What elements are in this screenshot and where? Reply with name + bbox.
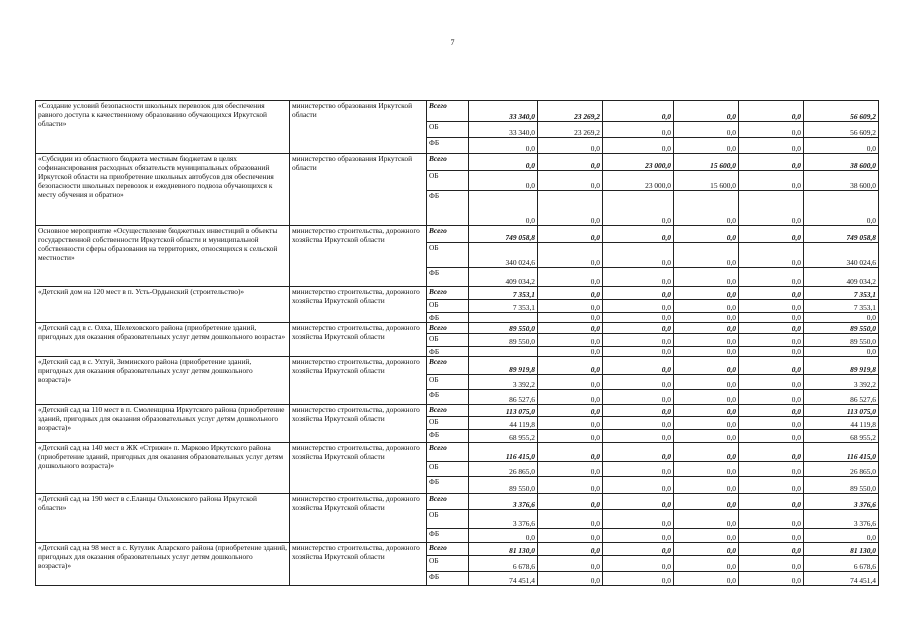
- record-total-row: [36, 357, 879, 375]
- year-value-cell: 0,0: [674, 375, 739, 390]
- year-value-cell: 0,0: [603, 300, 674, 313]
- year-value-cell: 0,0: [603, 287, 674, 300]
- funding-source: Всего: [427, 323, 469, 334]
- year-value-cell: 0,0: [739, 357, 804, 375]
- funding-source: ФБ: [427, 529, 469, 543]
- year-value-cell: 0,0: [538, 529, 603, 543]
- sum-total-cell: 409 034,2: [804, 268, 879, 287]
- year-value-cell: 0,0: [674, 357, 739, 375]
- sum-total-cell: 26 865,0: [804, 462, 879, 477]
- year-value-cell: 0,0: [603, 323, 674, 334]
- funding-source: Всего: [427, 443, 469, 462]
- record-total-row: [36, 287, 879, 300]
- year-value-cell: 0,0: [603, 417, 674, 430]
- sum-total-cell: 0,0: [804, 191, 879, 226]
- page-number: 7: [450, 38, 455, 47]
- year-value-cell: 0,0: [739, 226, 804, 243]
- year-value-cell: 0,0: [674, 191, 739, 226]
- sum-total-cell: 44 119,8: [804, 417, 879, 430]
- year-value-cell: 0,0: [674, 494, 739, 510]
- funding-source: Всего: [427, 226, 469, 243]
- year-value-cell: 0,0: [603, 494, 674, 510]
- year-value-cell: [469, 313, 538, 323]
- measure-description: «Детский сад в с. Ухтуй, Зиминского района (приобретение зданий, пригодных для оказания образовательных услуг детям дошкольного возраста)»: [36, 357, 290, 405]
- year-value-cell: 0,0: [538, 287, 603, 300]
- year-value-cell: 0,0: [739, 572, 804, 586]
- record-total-row: [36, 101, 879, 122]
- year-value-cell: 0,0: [674, 405, 739, 417]
- year-value-cell: 0,0: [739, 243, 804, 268]
- sum-total-cell: 89 550,0: [804, 477, 879, 494]
- sum-total-cell: 6 678,6: [804, 556, 879, 572]
- year-value-cell: 0,0: [674, 477, 739, 494]
- sum-total-cell: 749 058,8: [804, 226, 879, 243]
- year-value-cell: 0,0: [469, 191, 538, 226]
- year-value-cell: 0,0: [603, 510, 674, 529]
- year-value-cell: 0,0: [538, 543, 603, 556]
- year-value-cell: 44 119,8: [469, 417, 538, 430]
- funding-source: Всего: [427, 543, 469, 556]
- year-value-cell: 0,0: [674, 443, 739, 462]
- funding-source: ОБ: [427, 171, 469, 191]
- sum-total-cell: 74 451,4: [804, 572, 879, 586]
- year-value-cell: 0,0: [603, 390, 674, 405]
- sum-total-cell: 3 376,6: [804, 494, 879, 510]
- year-value-cell: 113 075,0: [469, 405, 538, 417]
- year-value-cell: 0,0: [674, 529, 739, 543]
- sum-total-cell: 81 130,0: [804, 543, 879, 556]
- year-value-cell: 0,0: [538, 430, 603, 443]
- funding-source: ФБ: [427, 268, 469, 287]
- year-value-cell: 0,0: [739, 138, 804, 154]
- year-value-cell: 0,0: [739, 300, 804, 313]
- year-value-cell: 0,0: [739, 477, 804, 494]
- year-value-cell: 0,0: [538, 556, 603, 572]
- year-value-cell: 0,0: [674, 122, 739, 138]
- measure-description: «Субсидии из областного бюджета местным бюджетам в целях софинансирования расходных обязательств муниципальных образований Иркутской области на приобретение школьных автобусов для обеспечения безопасности школьных перевозок и ежедневного подвоза обучающихся к месту обучения и обратно»: [36, 154, 290, 226]
- year-value-cell: 0,0: [538, 171, 603, 191]
- measure-description: «Создание условий безопасности школьных перевозок для обеспечения равного доступа к качественному образованию обучающихся Иркутской области»: [36, 101, 290, 154]
- year-value-cell: 0,0: [538, 226, 603, 243]
- year-value-cell: 6 678,6: [469, 556, 538, 572]
- year-value-cell: 0,0: [538, 462, 603, 477]
- responsible-executor: министерство строительства, дорожного хозяйства Иркутской области: [290, 323, 427, 357]
- funding-source: ФБ: [427, 313, 469, 323]
- year-value-cell: 0,0: [739, 529, 804, 543]
- year-value-cell: 0,0: [739, 462, 804, 477]
- record-total-row: [36, 405, 879, 417]
- record-total-row: [36, 494, 879, 510]
- year-value-cell: 81 130,0: [469, 543, 538, 556]
- year-value-cell: 0,0: [603, 543, 674, 556]
- responsible-executor: министерство строительства, дорожного хозяйства Иркутской области: [290, 357, 427, 405]
- year-value-cell: 0,0: [538, 191, 603, 226]
- year-value-cell: 0,0: [603, 313, 674, 323]
- year-value-cell: 0,0: [538, 510, 603, 529]
- funding-source: Всего: [427, 101, 469, 122]
- year-value-cell: 3 376,6: [469, 494, 538, 510]
- year-value-cell: 0,0: [538, 313, 603, 323]
- year-value-cell: 3 392,2: [469, 375, 538, 390]
- funding-source: ОБ: [427, 122, 469, 138]
- funding-source: ФБ: [427, 347, 469, 357]
- year-value-cell: 89 550,0: [469, 477, 538, 494]
- year-value-cell: 0,0: [538, 268, 603, 287]
- funding-source: ОБ: [427, 375, 469, 390]
- year-value-cell: 0,0: [739, 287, 804, 300]
- sum-total-cell: 3 392,2: [804, 375, 879, 390]
- measure-description: «Детский сад на 98 мест в с. Кутулик Аларского района (приобретение зданий, пригодных для оказания образовательных услуг детям дошкольного возраста)»: [36, 543, 290, 586]
- funding-source: Всего: [427, 357, 469, 375]
- year-value-cell: 7 353,1: [469, 300, 538, 313]
- responsible-executor: министерство строительства, дорожного хозяйства Иркутской области: [290, 494, 427, 543]
- year-value-cell: 0,0: [469, 529, 538, 543]
- year-value-cell: 340 024,6: [469, 243, 538, 268]
- year-value-cell: 0,0: [674, 300, 739, 313]
- sum-total-cell: 0,0: [804, 529, 879, 543]
- year-value-cell: 0,0: [674, 390, 739, 405]
- funding-source: ОБ: [427, 334, 469, 347]
- year-value-cell: 0,0: [739, 171, 804, 191]
- year-value-cell: 0,0: [739, 443, 804, 462]
- year-value-cell: 749 058,8: [469, 226, 538, 243]
- sum-total-cell: 89 550,0: [804, 334, 879, 347]
- sum-total-cell: 56 609,2: [804, 122, 879, 138]
- year-value-cell: 0,0: [603, 347, 674, 357]
- year-value-cell: 116 415,0: [469, 443, 538, 462]
- year-value-cell: 33 340,0: [469, 101, 538, 122]
- year-value-cell: 0,0: [603, 191, 674, 226]
- year-value-cell: 15 600,0: [674, 154, 739, 171]
- year-value-cell: 0,0: [739, 430, 804, 443]
- sum-total-cell: 89 919,8: [804, 357, 879, 375]
- year-value-cell: 0,0: [674, 243, 739, 268]
- year-value-cell: 0,0: [538, 357, 603, 375]
- year-value-cell: 0,0: [469, 138, 538, 154]
- year-value-cell: 0,0: [538, 154, 603, 171]
- year-value-cell: 0,0: [603, 122, 674, 138]
- funding-source: ОБ: [427, 417, 469, 430]
- funding-source: ФБ: [427, 572, 469, 586]
- year-value-cell: 86 527,6: [469, 390, 538, 405]
- year-value-cell: 0,0: [739, 191, 804, 226]
- year-value-cell: 0,0: [538, 417, 603, 430]
- year-value-cell: 0,0: [739, 375, 804, 390]
- record-total-row: [36, 323, 879, 334]
- year-value-cell: 0,0: [538, 375, 603, 390]
- year-value-cell: 89 550,0: [469, 323, 538, 334]
- sum-total-cell: 0,0: [804, 347, 879, 357]
- funding-source: ОБ: [427, 300, 469, 313]
- year-value-cell: 0,0: [674, 430, 739, 443]
- year-value-cell: 0,0: [739, 417, 804, 430]
- funding-source: ФБ: [427, 477, 469, 494]
- record-total-row: [36, 226, 879, 243]
- sum-total-cell: 116 415,0: [804, 443, 879, 462]
- year-value-cell: 0,0: [538, 323, 603, 334]
- responsible-executor: министерство образования Иркутской области: [290, 101, 427, 154]
- year-value-cell: 0,0: [674, 323, 739, 334]
- year-value-cell: 0,0: [674, 572, 739, 586]
- year-value-cell: 0,0: [538, 443, 603, 462]
- year-value-cell: 7 353,1: [469, 287, 538, 300]
- year-value-cell: 0,0: [739, 543, 804, 556]
- year-value-cell: 0,0: [603, 375, 674, 390]
- year-value-cell: 0,0: [674, 268, 739, 287]
- record-total-row: [36, 543, 879, 556]
- funding-source: Всего: [427, 154, 469, 171]
- year-value-cell: 0,0: [603, 477, 674, 494]
- measure-description: Основное мероприятие «Осуществление бюджетных инвестиций в объекты государственной собственности Иркутской области и муниципальной собственности сферы образования на территориях, относящихся к сельской местности»: [36, 226, 290, 287]
- year-value-cell: 0,0: [739, 405, 804, 417]
- sum-total-cell: 0,0: [804, 313, 879, 323]
- funding-source: ОБ: [427, 462, 469, 477]
- year-value-cell: 0,0: [538, 405, 603, 417]
- year-value-cell: 0,0: [739, 510, 804, 529]
- funding-source: ФБ: [427, 430, 469, 443]
- year-value-cell: 0,0: [538, 347, 603, 357]
- sum-total-cell: 86 527,6: [804, 390, 879, 405]
- responsible-executor: министерство строительства, дорожного хозяйства Иркутской области: [290, 405, 427, 443]
- year-value-cell: 0,0: [739, 334, 804, 347]
- year-value-cell: 0,0: [603, 101, 674, 122]
- budget-table-body: [36, 101, 879, 586]
- year-value-cell: 0,0: [603, 572, 674, 586]
- year-value-cell: 0,0: [674, 334, 739, 347]
- sum-total-cell: 38 600,0: [804, 154, 879, 171]
- year-value-cell: 0,0: [538, 572, 603, 586]
- budget-table: [35, 100, 879, 586]
- funding-source: ФБ: [427, 390, 469, 405]
- year-value-cell: 0,0: [538, 390, 603, 405]
- funding-source: ОБ: [427, 510, 469, 529]
- year-value-cell: 0,0: [603, 138, 674, 154]
- year-value-cell: 0,0: [469, 154, 538, 171]
- funding-source: Всего: [427, 494, 469, 510]
- year-value-cell: 0,0: [674, 543, 739, 556]
- year-value-cell: 15 600,0: [674, 171, 739, 191]
- funding-source: Всего: [427, 405, 469, 417]
- year-value-cell: 74 451,4: [469, 572, 538, 586]
- year-value-cell: 3 376,6: [469, 510, 538, 529]
- year-value-cell: 0,0: [739, 122, 804, 138]
- funding-source: ОБ: [427, 556, 469, 572]
- sum-total-cell: 7 353,1: [804, 287, 879, 300]
- year-value-cell: 0,0: [538, 138, 603, 154]
- year-value-cell: 0,0: [674, 556, 739, 572]
- responsible-executor: министерство образования Иркутской области: [290, 154, 427, 226]
- year-value-cell: 0,0: [603, 529, 674, 543]
- year-value-cell: 0,0: [674, 287, 739, 300]
- sum-total-cell: 89 550,0: [804, 323, 879, 334]
- sum-total-cell: 3 376,6: [804, 510, 879, 529]
- year-value-cell: 0,0: [739, 101, 804, 122]
- year-value-cell: 68 955,2: [469, 430, 538, 443]
- year-value-cell: 0,0: [674, 138, 739, 154]
- year-value-cell: 89 550,0: [469, 334, 538, 347]
- year-value-cell: 0,0: [603, 462, 674, 477]
- year-value-cell: 0,0: [603, 556, 674, 572]
- sum-total-cell: 38 600,0: [804, 171, 879, 191]
- year-value-cell: 0,0: [538, 243, 603, 268]
- year-value-cell: 0,0: [603, 268, 674, 287]
- sum-total-cell: 340 024,6: [804, 243, 879, 268]
- year-value-cell: 23 269,2: [538, 122, 603, 138]
- year-value-cell: 0,0: [674, 510, 739, 529]
- year-value-cell: 26 865,0: [469, 462, 538, 477]
- sum-total-cell: 113 075,0: [804, 405, 879, 417]
- responsible-executor: министерство строительства, дорожного хозяйства Иркутской области: [290, 226, 427, 287]
- record-total-row: [36, 154, 879, 171]
- funding-source: ФБ: [427, 191, 469, 226]
- funding-source: ФБ: [427, 138, 469, 154]
- year-value-cell: 0,0: [603, 357, 674, 375]
- year-value-cell: 23 000,0: [603, 171, 674, 191]
- year-value-cell: 0,0: [603, 334, 674, 347]
- year-value-cell: 0,0: [538, 300, 603, 313]
- measure-description: «Детский сад на 140 мест в ЖК «Стрижи» п. Марково Иркутского района (приобретение зданий, пригодных для оказания образовательных услуг детям дошкольного возраста)»: [36, 443, 290, 494]
- year-value-cell: 89 919,8: [469, 357, 538, 375]
- year-value-cell: 0,0: [538, 494, 603, 510]
- year-value-cell: 0,0: [469, 171, 538, 191]
- year-value-cell: 0,0: [674, 417, 739, 430]
- year-value-cell: 0,0: [538, 477, 603, 494]
- sum-total-cell: 0,0: [804, 138, 879, 154]
- year-value-cell: 0,0: [674, 347, 739, 357]
- year-value-cell: 0,0: [739, 494, 804, 510]
- year-value-cell: 0,0: [603, 226, 674, 243]
- year-value-cell: 0,0: [739, 347, 804, 357]
- responsible-executor: министерство строительства, дорожного хозяйства Иркутской области: [290, 287, 427, 323]
- year-value-cell: 0,0: [739, 390, 804, 405]
- year-value-cell: 0,0: [674, 462, 739, 477]
- year-value-cell: 0,0: [603, 430, 674, 443]
- sum-total-cell: 56 609,2: [804, 101, 879, 122]
- record-total-row: [36, 443, 879, 462]
- year-value-cell: [469, 347, 538, 357]
- funding-source: Всего: [427, 287, 469, 300]
- year-value-cell: 0,0: [739, 154, 804, 171]
- year-value-cell: 23 000,0: [603, 154, 674, 171]
- funding-source: ОБ: [427, 243, 469, 268]
- year-value-cell: 0,0: [739, 323, 804, 334]
- year-value-cell: 409 034,2: [469, 268, 538, 287]
- year-value-cell: 0,0: [674, 313, 739, 323]
- sum-total-cell: 7 353,1: [804, 300, 879, 313]
- year-value-cell: 0,0: [603, 243, 674, 268]
- year-value-cell: 0,0: [538, 334, 603, 347]
- year-value-cell: 23 269,2: [538, 101, 603, 122]
- responsible-executor: министерство строительства, дорожного хозяйства Иркутской области: [290, 543, 427, 586]
- sum-total-cell: 68 955,2: [804, 430, 879, 443]
- year-value-cell: 0,0: [739, 268, 804, 287]
- measure-description: «Детский дом на 120 мест в п. Усть-Ордынский (строительство)»: [36, 287, 290, 323]
- year-value-cell: 0,0: [674, 226, 739, 243]
- year-value-cell: 0,0: [739, 556, 804, 572]
- year-value-cell: 0,0: [603, 405, 674, 417]
- year-value-cell: 33 340,0: [469, 122, 538, 138]
- responsible-executor: министерство строительства, дорожного хозяйства Иркутской области: [290, 443, 427, 494]
- measure-description: «Детский сад на 110 мест в п. Смоленщина Иркутского района (приобретение зданий, пригодных для оказания образовательных услуг детям дошкольного возраста)»: [36, 405, 290, 443]
- year-value-cell: 0,0: [674, 101, 739, 122]
- year-value-cell: 0,0: [603, 443, 674, 462]
- year-value-cell: 0,0: [739, 313, 804, 323]
- measure-description: «Детский сад на 190 мест в с.Еланцы Ольхонского района Иркутской области»: [36, 494, 290, 543]
- measure-description: «Детский сад в с. Олха, Шелеховского района (приобретение зданий, пригодных для оказания образовательных услуг детям дошкольного возраста»: [36, 323, 290, 357]
